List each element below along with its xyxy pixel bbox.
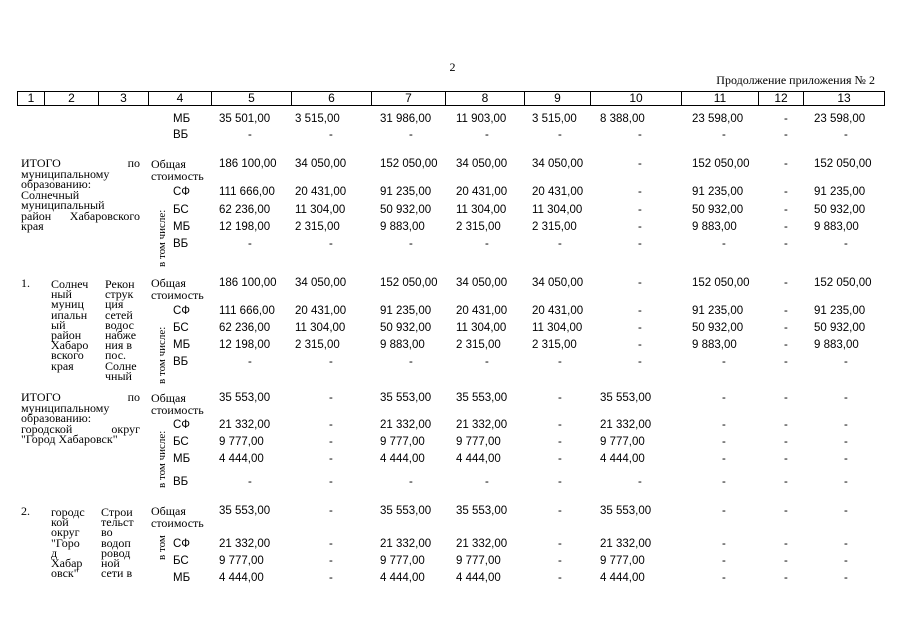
table-cell: - <box>638 186 642 198</box>
table-cell: - <box>558 129 562 141</box>
total-khabarovsk-label-l2: стоимость <box>151 403 204 417</box>
table-cell: - <box>329 505 333 517</box>
municipality-name-line: Хабаро <box>51 338 89 353</box>
table-cell: - <box>784 436 788 448</box>
municipality-name-line: округ <box>51 525 80 540</box>
fund-code: ВБ <box>173 129 189 141</box>
table-cell: - <box>638 221 642 233</box>
table-cell: 11 903,00 <box>456 113 507 125</box>
municipality-name-line: ый <box>51 317 66 332</box>
table-cell: 20 431,00 <box>295 186 347 198</box>
table-cell: 50 932,00 <box>380 204 432 216</box>
table-cell: 4 444,00 <box>600 453 645 465</box>
table-cell: - <box>722 572 726 584</box>
municipality-name-line: муниц <box>51 297 84 312</box>
table-cell: 35 553,00 <box>456 505 508 517</box>
table-cell: - <box>784 238 788 250</box>
fund-code: ВБ <box>173 238 189 250</box>
table-cell: 4 444,00 <box>219 572 264 584</box>
municipality-name-line: края <box>51 358 74 373</box>
table-cell: 2 315,00 <box>456 221 501 233</box>
table-cell: - <box>248 356 252 368</box>
table-cell: 21 332,00 <box>456 419 508 431</box>
table-cell: - <box>722 453 726 465</box>
table-cell: - <box>784 476 788 488</box>
table-cell: - <box>558 572 562 584</box>
table-cell: 9 777,00 <box>456 555 501 567</box>
table-cell: - <box>329 436 333 448</box>
project-name-line: сети в <box>101 566 133 581</box>
total-solnechny-title-line: район Хабаровского <box>21 208 140 223</box>
table-cell: - <box>329 476 333 488</box>
table-cell: 9 777,00 <box>600 555 645 567</box>
table-cell: - <box>722 238 726 250</box>
total-khabarovsk-title-line: муниципальному <box>21 400 110 415</box>
table-cell: 9 883,00 <box>814 339 859 351</box>
project-name-line: Строи <box>101 505 133 519</box>
table-cell: 91 235,00 <box>692 186 744 198</box>
municipality-name-line: Хабар <box>51 556 83 570</box>
table-cell: 2 315,00 <box>295 221 340 233</box>
fund-code: СФ <box>173 305 191 317</box>
table-cell: - <box>638 305 642 317</box>
fund-code: МБ <box>173 339 191 351</box>
project-name-line: во <box>101 525 113 540</box>
total-solnechny-label-l1: Общая <box>151 157 186 171</box>
table-cell: 9 883,00 <box>380 221 425 233</box>
table-cell: - <box>844 356 848 368</box>
table-cell: 91 235,00 <box>692 305 744 317</box>
table-cell: 21 332,00 <box>600 419 652 431</box>
table-cell: - <box>558 238 562 250</box>
table-cell: 152 050,00 <box>692 158 750 170</box>
column-header-13: 13 <box>804 92 885 106</box>
table-cell: - <box>784 113 788 125</box>
table-cell: 20 431,00 <box>532 305 584 317</box>
table-cell: - <box>329 129 333 141</box>
table-cell: 11 304,00 <box>295 322 346 334</box>
table-cell: 152 050,00 <box>814 158 872 170</box>
table-cell: 35 553,00 <box>380 392 432 404</box>
table-cell: 20 431,00 <box>456 186 508 198</box>
column-header-5: 5 <box>212 92 292 106</box>
table-cell: - <box>558 436 562 448</box>
project-name-line: сетей <box>105 307 133 322</box>
project-name-line: ния в <box>105 338 133 353</box>
fund-code: БС <box>173 204 189 216</box>
table-cell: - <box>844 238 848 250</box>
fund-code: БС <box>173 322 189 334</box>
table-cell: - <box>784 204 788 216</box>
project-name-line: ной <box>101 556 120 570</box>
table-cell: - <box>409 129 413 141</box>
table-cell: 34 050,00 <box>456 158 508 170</box>
column-header-3: 3 <box>99 92 149 106</box>
table-cell: - <box>722 419 726 431</box>
table-cell: - <box>844 453 848 465</box>
table-cell: - <box>844 476 848 488</box>
table-cell: - <box>638 277 642 289</box>
total-khabarovsk-label-l1: Общая <box>151 391 186 405</box>
fund-code: МБ <box>173 113 191 125</box>
table-cell: - <box>485 129 489 141</box>
table-cell: - <box>558 453 562 465</box>
table-cell: - <box>638 322 642 334</box>
table-cell: 34 050,00 <box>532 158 584 170</box>
column-header-10: 10 <box>591 92 682 106</box>
municipality-name-line: "Горо <box>51 535 80 550</box>
table-cell: 91 235,00 <box>814 305 866 317</box>
table-cell: 2 315,00 <box>456 339 501 351</box>
table-cell: - <box>722 476 726 488</box>
table-cell: 21 332,00 <box>380 538 432 550</box>
table-cell: 12 198,00 <box>219 339 271 351</box>
total-solnechny-title-line: муниципальному <box>21 166 110 181</box>
project-name-line: водос <box>105 317 134 332</box>
municipality-name-line: овск" <box>51 566 79 581</box>
municipality-name-line: кой <box>51 515 69 530</box>
fund-code: МБ <box>173 453 191 465</box>
table-cell: 20 431,00 <box>295 305 347 317</box>
in-that-number-vertical-label: в том числе: <box>156 430 168 488</box>
table-cell: 152 050,00 <box>692 277 750 289</box>
municipality-name-line: д <box>51 545 58 560</box>
total-khabarovsk-title-line: образованию: <box>21 411 92 425</box>
table-cell: - <box>844 538 848 550</box>
table-cell: 4 444,00 <box>456 572 501 584</box>
table-cell: 35 553,00 <box>219 505 271 517</box>
table-cell: 35 553,00 <box>219 392 271 404</box>
table-cell: 4 444,00 <box>600 572 645 584</box>
table-cell: 9 777,00 <box>380 436 425 448</box>
table-cell: 9 777,00 <box>600 436 645 448</box>
table-cell: 21 332,00 <box>600 538 652 550</box>
table-cell: - <box>638 356 642 368</box>
table-cell: - <box>722 436 726 448</box>
table-cell: - <box>638 204 642 216</box>
table-cell: - <box>784 186 788 198</box>
table-cell: - <box>329 392 333 404</box>
table-cell: 50 932,00 <box>692 204 744 216</box>
table-cell: 35 553,00 <box>600 505 652 517</box>
table-cell: - <box>329 238 333 250</box>
table-cell: 35 553,00 <box>380 505 432 517</box>
table-cell: 186 100,00 <box>219 277 277 289</box>
table-cell: 9 777,00 <box>380 555 425 567</box>
table-cell: 4 444,00 <box>456 453 501 465</box>
municipality-name-line: ипальн <box>51 307 88 322</box>
table-cell: 50 932,00 <box>814 322 866 334</box>
table-cell: 11 304,00 <box>456 204 507 216</box>
table-cell: - <box>409 238 413 250</box>
table-cell: - <box>558 555 562 567</box>
project-name-line: водоп <box>101 535 131 550</box>
fund-code: МБ <box>173 572 191 584</box>
continuation-caption: Продолжение приложения № 2 <box>716 73 875 87</box>
total-khabarovsk-title-line: ИТОГО по <box>21 390 140 404</box>
table-cell: 35 553,00 <box>600 392 652 404</box>
table-cell: - <box>784 505 788 517</box>
column-header-4: 4 <box>149 92 212 106</box>
table-cell: - <box>784 158 788 170</box>
table-cell: - <box>844 419 848 431</box>
page-number: 2 <box>449 60 456 74</box>
municipality-name-line: ный <box>51 287 72 302</box>
table-cell: 31 986,00 <box>380 113 432 125</box>
municipality-name-line: городс <box>51 505 85 519</box>
table-cell: 34 050,00 <box>295 277 347 289</box>
table-cell: - <box>329 572 333 584</box>
table-cell: 4 444,00 <box>380 453 425 465</box>
project-name-line: тельст <box>101 515 134 530</box>
table-cell: 2 315,00 <box>532 339 577 351</box>
table-cell: 11 304,00 <box>532 204 583 216</box>
table-cell: 11 304,00 <box>295 204 346 216</box>
table-cell: - <box>844 392 848 404</box>
table-cell: 4 444,00 <box>219 453 264 465</box>
column-header-1: 1 <box>18 92 45 106</box>
table-cell: - <box>784 322 788 334</box>
table-cell: 50 932,00 <box>692 322 744 334</box>
table-cell: - <box>784 221 788 233</box>
total-solnechny-title-line: ИТОГО по <box>21 156 140 170</box>
table-cell: - <box>784 129 788 141</box>
table-cell: 50 932,00 <box>814 204 866 216</box>
table-cell: 21 332,00 <box>219 419 271 431</box>
table-cell: - <box>329 356 333 368</box>
column-header-row <box>17 91 885 106</box>
table-cell: - <box>784 305 788 317</box>
table-cell: - <box>485 476 489 488</box>
table-cell: 12 198,00 <box>219 221 271 233</box>
table-cell: 4 444,00 <box>380 572 425 584</box>
municipality-name-line: вского <box>51 348 84 363</box>
table-cell: 152 050,00 <box>814 277 872 289</box>
table-cell: - <box>248 129 252 141</box>
fund-code: СФ <box>173 419 191 431</box>
table-cell: - <box>409 356 413 368</box>
table-cell: 21 332,00 <box>456 538 508 550</box>
table-cell: - <box>722 392 726 404</box>
municipality-name-line: район <box>51 328 82 342</box>
in-that-number-vertical-label: в том <box>156 535 168 560</box>
column-header-9: 9 <box>525 92 591 106</box>
table-cell: 91 235,00 <box>380 305 432 317</box>
column-header-6: 6 <box>292 92 372 106</box>
project-name-line: ция <box>105 297 124 312</box>
table-cell: - <box>784 419 788 431</box>
table-cell: 2 315,00 <box>295 339 340 351</box>
table-cell: 9 777,00 <box>219 555 264 567</box>
project-name-line: Рекон <box>105 277 135 291</box>
table-cell: - <box>248 476 252 488</box>
table-cell: 9 883,00 <box>692 221 737 233</box>
total-solnechny-title-line: края <box>21 219 44 233</box>
table-cell: - <box>638 129 642 141</box>
project-name-line: Солне <box>105 358 137 373</box>
table-cell: 34 050,00 <box>456 277 508 289</box>
table-cell: - <box>722 538 726 550</box>
table-cell: - <box>558 392 562 404</box>
column-header-2: 2 <box>45 92 99 106</box>
item-number: 2. <box>21 504 30 518</box>
table-cell: - <box>784 555 788 567</box>
table-cell: - <box>784 392 788 404</box>
table-cell: - <box>638 339 642 351</box>
total-solnechny-title-line: муниципальный <box>21 198 105 212</box>
table-cell: - <box>844 555 848 567</box>
table-cell: - <box>844 436 848 448</box>
table-cell: - <box>784 453 788 465</box>
table-cell: 186 100,00 <box>219 158 277 170</box>
table-cell: - <box>784 339 788 351</box>
fund-code: БС <box>173 555 189 567</box>
table-cell: 34 050,00 <box>295 158 347 170</box>
table-cell: - <box>844 505 848 517</box>
table-cell: 111 666,00 <box>219 186 275 198</box>
table-cell: - <box>558 419 562 431</box>
fund-code: СФ <box>173 538 191 550</box>
table-cell: - <box>638 476 642 488</box>
column-header-8: 8 <box>446 92 525 106</box>
table-cell: - <box>722 555 726 567</box>
project-name-line: ровод <box>101 545 131 560</box>
table-cell: 62 236,00 <box>219 322 271 334</box>
project1-total-label-l1: Общая <box>151 276 186 290</box>
table-cell: - <box>329 419 333 431</box>
table-cell: 20 431,00 <box>456 305 508 317</box>
table-cell: - <box>844 572 848 584</box>
table-cell: - <box>558 476 562 488</box>
table-cell: 23 598,00 <box>692 113 744 125</box>
fund-code: СФ <box>173 186 191 198</box>
fund-code: МБ <box>173 221 191 233</box>
table-cell: 9 777,00 <box>456 436 501 448</box>
table-cell: - <box>784 572 788 584</box>
table-cell: - <box>638 238 642 250</box>
table-cell: 111 666,00 <box>219 305 275 317</box>
total-solnechny-label-l2: стоимость <box>151 169 204 183</box>
table-cell: 35 501,00 <box>219 113 271 125</box>
column-header-7: 7 <box>372 92 446 106</box>
table-cell: - <box>722 505 726 517</box>
table-cell: - <box>722 356 726 368</box>
table-cell: 21 332,00 <box>219 538 271 550</box>
table-cell: 91 235,00 <box>814 186 866 198</box>
project-name-line: струк <box>105 287 134 302</box>
table-cell: 9 883,00 <box>692 339 737 351</box>
table-cell: - <box>638 158 642 170</box>
table-cell: 9 883,00 <box>380 339 425 351</box>
table-cell: 50 932,00 <box>380 322 432 334</box>
table-cell: 11 304,00 <box>456 322 507 334</box>
table-cell: 21 332,00 <box>380 419 432 431</box>
project-name-line: пос. <box>105 348 127 363</box>
table-cell: - <box>329 555 333 567</box>
table-cell: - <box>722 129 726 141</box>
table-cell: - <box>329 453 333 465</box>
table-cell: 11 304,00 <box>532 322 583 334</box>
total-khabarovsk-title-line: "Город Хабаровск" <box>21 432 118 446</box>
table-cell: - <box>409 476 413 488</box>
municipality-name-line: Солнеч <box>51 277 89 291</box>
table-cell: 20 431,00 <box>532 186 584 198</box>
table-cell: 9 883,00 <box>814 221 859 233</box>
project2-total-label-l1: Общая <box>151 504 186 518</box>
project1-total-label-l2: стоимость <box>151 288 204 302</box>
table-cell: 152 050,00 <box>380 158 438 170</box>
total-solnechny-title-line: образованию: <box>21 177 92 191</box>
project-name-line: набже <box>105 328 137 342</box>
table-cell: - <box>485 356 489 368</box>
table-cell: - <box>558 538 562 550</box>
table-cell: - <box>784 277 788 289</box>
project-name-line: чный <box>105 368 132 383</box>
in-that-number-vertical-label: в том числе: <box>156 209 168 267</box>
table-cell: - <box>784 356 788 368</box>
table-cell: 34 050,00 <box>532 277 584 289</box>
fund-code: БС <box>173 436 189 448</box>
table-cell: 91 235,00 <box>380 186 432 198</box>
table-cell: 23 598,00 <box>814 113 866 125</box>
project2-total-label-l2: стоимость <box>151 516 204 530</box>
table-cell: - <box>784 538 788 550</box>
table-cell: - <box>485 238 489 250</box>
column-header-12: 12 <box>759 92 804 106</box>
table-cell: - <box>558 356 562 368</box>
column-header-11: 11 <box>682 92 759 106</box>
table-cell: 35 553,00 <box>456 392 508 404</box>
item-number: 1. <box>21 276 30 290</box>
table-cell: 2 315,00 <box>532 221 577 233</box>
table-cell: 152 050,00 <box>380 277 438 289</box>
total-solnechny-title-line: Солнечный <box>21 187 80 202</box>
table-cell: 3 515,00 <box>295 113 340 125</box>
table-cell: - <box>329 538 333 550</box>
table-cell: - <box>248 238 252 250</box>
table-cell: 9 777,00 <box>219 436 264 448</box>
table-cell: - <box>558 505 562 517</box>
in-that-number-vertical-label: в том числе: <box>156 326 168 384</box>
table-cell: 3 515,00 <box>532 113 577 125</box>
table-cell: 8 388,00 <box>600 113 645 125</box>
table-cell: 62 236,00 <box>219 204 271 216</box>
total-khabarovsk-title-line: городской округ <box>21 421 140 436</box>
fund-code: ВБ <box>173 356 189 368</box>
table-cell: - <box>844 129 848 141</box>
fund-code: ВБ <box>173 476 189 488</box>
